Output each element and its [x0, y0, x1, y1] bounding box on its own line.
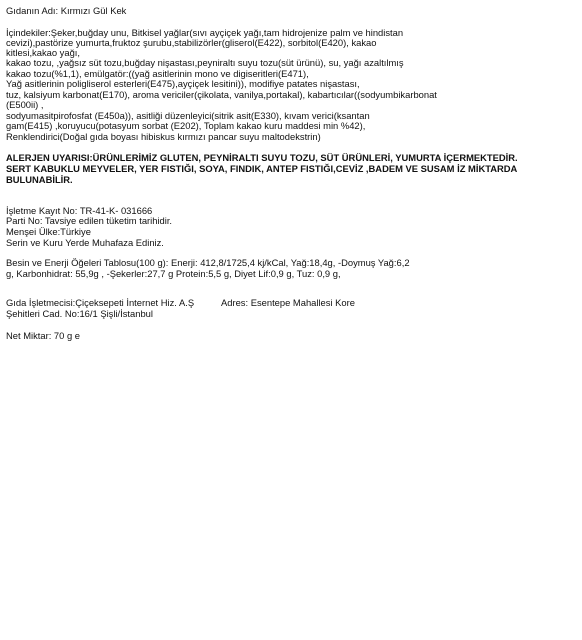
country-of-origin: Menşei Ülke:Türkiye	[6, 226, 91, 237]
ingredients-line: gam(E415) ,koruyucu(potasyum sorbat (E202), Toplam kakao kuru maddesi min %42),	[6, 120, 366, 131]
ingredients-line: İçindekiler:Şeker,buğday unu, Bitkisel yağlar(sıvı ayçiçek yağı,tam hidrojenize palm ve hindistan	[6, 27, 404, 38]
allergen-line: ALERJEN UYARISI:ÜRÜNLERİMİZ GLUTEN, PEYNİRALTI SUYU TOZU, SÜT ÜRÜNLERİ, YUMURTA İÇERMEKTEDİR.	[6, 152, 518, 163]
ingredients-line: Renklendirici(Doğal gıda boyası hibiskus kırmızı pancar suyu maltodekstrin)	[6, 131, 321, 142]
ingredients-line: kakao tozu, ,yağsız süt tozu,buğday nişastası,peyniraltı suyu tozu(süt ürünü), su, yağı azaltılmış	[6, 57, 404, 68]
lot-number: Parti No: Tavsiye edilen tüketim tarihidir.	[6, 215, 173, 226]
ingredients-line: (E500ii) ,	[6, 99, 44, 110]
product-title: Gıdanın Adı: Kırmızı Gül Kek	[6, 5, 127, 16]
company-address: Adres: Esentepe Mahallesi Kore	[221, 297, 355, 308]
net-weight: Net Miktar: 70 g e	[6, 330, 80, 341]
ingredients-line: cevizi),pastörize yumurta,fruktoz şurubu,stabilizörler(gliserol(E422), sorbitol(E420), kakao	[6, 37, 377, 48]
ingredients-line: kitlesi,kakao yağı,	[6, 47, 80, 58]
allergen-line: BULUNABİLİR.	[6, 174, 73, 185]
allergen-line: SERT KABUKLU MEYVELER, YER FISTIĞI, SOYA, FINDIK, ANTEP FISTIĞI,CEVİZ ,BADEM VE SUSAM İZ MİKTARDA	[6, 163, 518, 174]
nutrition-line: g, Karbonhidrat: 55,9g , -Şekerler:27,7 g Protein:5,5 g, Diyet Lif:0,9 g, Tuz: 0,9 g,	[6, 268, 341, 279]
storage-instructions: Serin ve Kuru Yerde Muhafaza Ediniz.	[6, 237, 164, 248]
ingredients-line: sodyumasitpirofosfat (E450a)), asitliği düzenleyici(sitrik asit(E330), kıvam verici(ksantan	[6, 110, 370, 121]
ingredients-line: Yağ asitlerinin poligliserol esterleri(E475),ayçiçek lesitini)), modifiye patates nişastası,	[6, 78, 360, 89]
nutrition-line: Besin ve Enerji Öğeleri Tablosu(100 g): Enerji: 412,8/1725,4 kj/kCal, Yağ:18,4g, -Doymuş Yağ:6,2	[6, 257, 410, 268]
business-registration-number: İşletme Kayıt No: TR-41-K- 031666	[6, 205, 153, 216]
ingredients-line: tuz, kalsiyum karbonat(E170), aroma vericiler(çikolata, vanilya,portakal), kabartıcılar((sodyumbikarbonat	[6, 89, 437, 100]
food-business-operator: Gıda İşletmecisi:Çiçeksepeti İnternet Hiz. A.Ş	[6, 297, 195, 308]
company-address-line2: Şehitleri Cad. No:16/1 Şişli/İstanbul	[6, 308, 153, 319]
ingredients-line: kakao tozu(%1,1), emülgatör:((yağ asitlerinin mono ve digiseritleri(E471),	[6, 68, 309, 79]
